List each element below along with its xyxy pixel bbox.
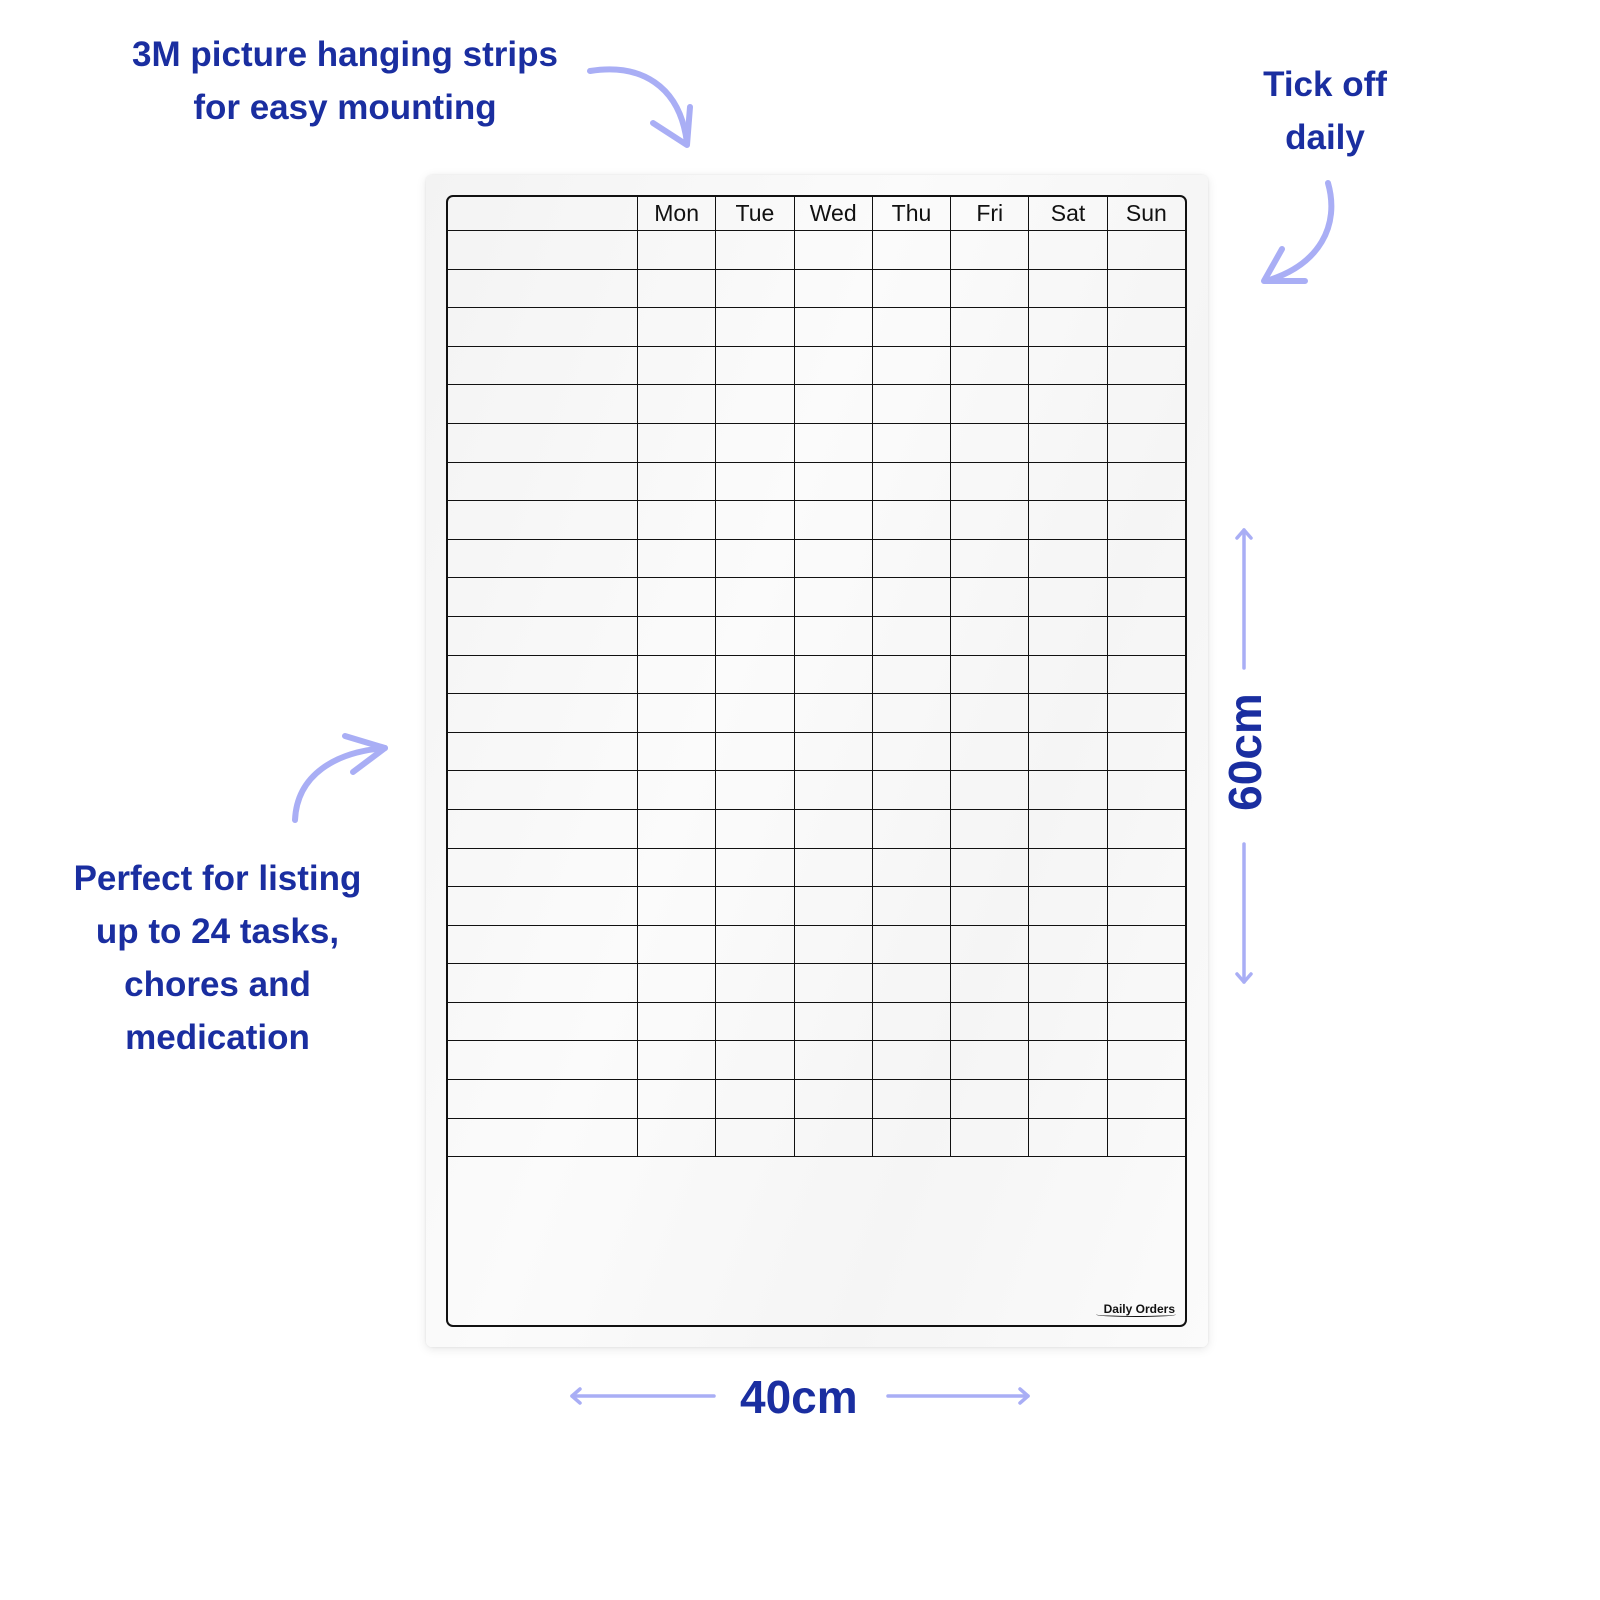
tick-cell-sun[interactable] bbox=[1107, 1080, 1185, 1119]
tick-cell-wed[interactable] bbox=[794, 308, 872, 347]
tick-cell-sat[interactable] bbox=[1029, 501, 1107, 540]
tick-cell-tue[interactable] bbox=[716, 269, 794, 308]
callout-capacity-line4: medication bbox=[125, 1018, 310, 1057]
task-label-cell[interactable] bbox=[448, 694, 638, 733]
tick-cell-sun[interactable] bbox=[1107, 809, 1185, 848]
tick-cell-fri[interactable] bbox=[951, 231, 1029, 270]
tick-cell-fri[interactable] bbox=[951, 539, 1029, 578]
task-label-cell[interactable] bbox=[448, 925, 638, 964]
task-label-cell[interactable] bbox=[448, 346, 638, 385]
tick-cell-sat[interactable] bbox=[1029, 655, 1107, 694]
tick-cell-tue[interactable] bbox=[716, 732, 794, 771]
tick-cell-sat[interactable] bbox=[1029, 539, 1107, 578]
tick-cell-fri[interactable] bbox=[951, 462, 1029, 501]
tick-cell-tue[interactable] bbox=[716, 616, 794, 655]
task-label-cell[interactable] bbox=[448, 578, 638, 617]
tick-cell-fri[interactable] bbox=[951, 1002, 1029, 1041]
tick-cell-mon[interactable] bbox=[638, 501, 716, 540]
callout-capacity-line2: up to 24 tasks, bbox=[95, 912, 340, 951]
tick-cell-sun[interactable] bbox=[1107, 346, 1185, 385]
tick-cell-sat[interactable] bbox=[1029, 1118, 1107, 1157]
tick-cell-thu[interactable] bbox=[872, 308, 950, 347]
tick-cell-wed[interactable] bbox=[794, 964, 872, 1003]
task-label-cell[interactable] bbox=[448, 539, 638, 578]
tick-cell-mon[interactable] bbox=[638, 346, 716, 385]
tick-cell-fri[interactable] bbox=[951, 925, 1029, 964]
task-row bbox=[448, 462, 1186, 501]
header-day-tue: Tue bbox=[716, 197, 794, 231]
task-row bbox=[448, 346, 1186, 385]
tick-cell-fri[interactable] bbox=[951, 578, 1029, 617]
tick-cell-thu[interactable] bbox=[872, 848, 950, 887]
tick-cell-mon[interactable] bbox=[638, 385, 716, 424]
tick-cell-mon[interactable] bbox=[638, 1002, 716, 1041]
task-label-cell[interactable] bbox=[448, 964, 638, 1003]
task-rows bbox=[448, 231, 1186, 1157]
tick-cell-tue[interactable] bbox=[716, 308, 794, 347]
tick-cell-sun[interactable] bbox=[1107, 694, 1185, 733]
task-row bbox=[448, 308, 1186, 347]
task-label-cell[interactable] bbox=[448, 848, 638, 887]
tick-cell-tue[interactable] bbox=[716, 964, 794, 1003]
tick-cell-thu[interactable] bbox=[872, 346, 950, 385]
curved-arrow-up-right-icon bbox=[285, 730, 395, 830]
tick-cell-wed[interactable] bbox=[794, 1002, 872, 1041]
task-row bbox=[448, 1002, 1186, 1041]
tick-cell-thu[interactable] bbox=[872, 655, 950, 694]
tick-cell-sun[interactable] bbox=[1107, 771, 1185, 810]
task-row bbox=[448, 539, 1186, 578]
header-task-column bbox=[448, 197, 638, 231]
task-label-cell[interactable] bbox=[448, 732, 638, 771]
tick-cell-sat[interactable] bbox=[1029, 694, 1107, 733]
tick-cell-wed[interactable] bbox=[794, 346, 872, 385]
tick-cell-fri[interactable] bbox=[951, 423, 1029, 462]
tick-cell-tue[interactable] bbox=[716, 1041, 794, 1080]
tick-cell-sun[interactable] bbox=[1107, 269, 1185, 308]
tick-cell-sun[interactable] bbox=[1107, 1118, 1185, 1157]
header-day-sat: Sat bbox=[1029, 197, 1107, 231]
tick-cell-tue[interactable] bbox=[716, 694, 794, 733]
tick-cell-sun[interactable] bbox=[1107, 848, 1185, 887]
tick-cell-tue[interactable] bbox=[716, 655, 794, 694]
tick-cell-wed[interactable] bbox=[794, 925, 872, 964]
tick-cell-sun[interactable] bbox=[1107, 655, 1185, 694]
tick-cell-wed[interactable] bbox=[794, 423, 872, 462]
tick-cell-sun[interactable] bbox=[1107, 539, 1185, 578]
task-row bbox=[448, 655, 1186, 694]
tick-cell-thu[interactable] bbox=[872, 964, 950, 1003]
header-day-thu: Thu bbox=[872, 197, 950, 231]
task-label-cell[interactable] bbox=[448, 1118, 638, 1157]
tick-cell-wed[interactable] bbox=[794, 578, 872, 617]
tick-cell-fri[interactable] bbox=[951, 1041, 1029, 1080]
tick-cell-sun[interactable] bbox=[1107, 925, 1185, 964]
tick-cell-wed[interactable] bbox=[794, 887, 872, 926]
tick-cell-fri[interactable] bbox=[951, 501, 1029, 540]
task-row bbox=[448, 848, 1186, 887]
tick-cell-mon[interactable] bbox=[638, 732, 716, 771]
tick-cell-thu[interactable] bbox=[872, 1118, 950, 1157]
tick-cell-sat[interactable] bbox=[1029, 848, 1107, 887]
task-label-cell[interactable] bbox=[448, 887, 638, 926]
tick-cell-sun[interactable] bbox=[1107, 616, 1185, 655]
tick-cell-wed[interactable] bbox=[794, 809, 872, 848]
task-label-cell[interactable] bbox=[448, 1002, 638, 1041]
header-day-wed: Wed bbox=[794, 197, 872, 231]
tick-cell-thu[interactable] bbox=[872, 732, 950, 771]
tick-cell-sat[interactable] bbox=[1029, 887, 1107, 926]
tick-cell-fri[interactable] bbox=[951, 346, 1029, 385]
tick-cell-mon[interactable] bbox=[638, 308, 716, 347]
tick-cell-fri[interactable] bbox=[951, 694, 1029, 733]
tick-cell-thu[interactable] bbox=[872, 694, 950, 733]
tick-cell-fri[interactable] bbox=[951, 385, 1029, 424]
curved-arrow-down-icon bbox=[580, 55, 710, 165]
tick-cell-mon[interactable] bbox=[638, 423, 716, 462]
tick-cell-thu[interactable] bbox=[872, 887, 950, 926]
tick-cell-sat[interactable] bbox=[1029, 964, 1107, 1003]
tick-cell-mon[interactable] bbox=[638, 1080, 716, 1119]
task-label-cell[interactable] bbox=[448, 501, 638, 540]
tick-cell-wed[interactable] bbox=[794, 385, 872, 424]
tick-cell-fri[interactable] bbox=[951, 269, 1029, 308]
brand-underline bbox=[1096, 1312, 1176, 1317]
tick-cell-tue[interactable] bbox=[716, 1002, 794, 1041]
tick-cell-mon[interactable] bbox=[638, 539, 716, 578]
tick-cell-wed[interactable] bbox=[794, 848, 872, 887]
tick-cell-wed[interactable] bbox=[794, 694, 872, 733]
task-row bbox=[448, 771, 1186, 810]
task-row bbox=[448, 732, 1186, 771]
tick-cell-sat[interactable] bbox=[1029, 1080, 1107, 1119]
callout-mounting bbox=[95, 28, 595, 134]
task-label-cell[interactable] bbox=[448, 1080, 638, 1119]
task-row bbox=[448, 616, 1186, 655]
tick-cell-fri[interactable] bbox=[951, 848, 1029, 887]
tick-cell-sat[interactable] bbox=[1029, 809, 1107, 848]
tick-cell-tue[interactable] bbox=[716, 231, 794, 270]
tick-cell-mon[interactable] bbox=[638, 925, 716, 964]
tick-cell-fri[interactable] bbox=[951, 732, 1029, 771]
callout-mounting-line1: 3M picture hanging strips bbox=[132, 35, 558, 74]
tick-cell-fri[interactable] bbox=[951, 771, 1029, 810]
tick-cell-sun[interactable] bbox=[1107, 385, 1185, 424]
task-row bbox=[448, 269, 1186, 308]
tick-cell-wed[interactable] bbox=[794, 539, 872, 578]
tick-cell-tue[interactable] bbox=[716, 925, 794, 964]
task-row bbox=[448, 925, 1186, 964]
tick-cell-tue[interactable] bbox=[716, 462, 794, 501]
task-row bbox=[448, 694, 1186, 733]
task-row bbox=[448, 887, 1186, 926]
tick-cell-fri[interactable] bbox=[951, 308, 1029, 347]
tick-cell-thu[interactable] bbox=[872, 1002, 950, 1041]
callout-capacity-line3: chores and bbox=[124, 965, 311, 1004]
header-row bbox=[448, 197, 1186, 231]
tick-cell-mon[interactable] bbox=[638, 616, 716, 655]
tick-cell-mon[interactable] bbox=[638, 694, 716, 733]
planner-grid bbox=[447, 196, 1186, 1157]
tick-cell-wed[interactable] bbox=[794, 269, 872, 308]
tick-cell-tue[interactable] bbox=[716, 578, 794, 617]
tick-cell-mon[interactable] bbox=[638, 655, 716, 694]
tick-cell-thu[interactable] bbox=[872, 501, 950, 540]
tick-cell-wed[interactable] bbox=[794, 462, 872, 501]
callout-tick-off-line1: Tick off bbox=[1263, 65, 1387, 104]
tick-cell-tue[interactable] bbox=[716, 501, 794, 540]
header-day-mon: Mon bbox=[638, 197, 716, 231]
tick-cell-thu[interactable] bbox=[872, 231, 950, 270]
tick-cell-wed[interactable] bbox=[794, 501, 872, 540]
task-label-cell[interactable] bbox=[448, 269, 638, 308]
tick-cell-wed[interactable] bbox=[794, 771, 872, 810]
task-row bbox=[448, 964, 1186, 1003]
tick-cell-fri[interactable] bbox=[951, 616, 1029, 655]
tick-cell-thu[interactable] bbox=[872, 809, 950, 848]
width-arrow-left-icon bbox=[568, 1386, 718, 1406]
tick-cell-sat[interactable] bbox=[1029, 423, 1107, 462]
height-arrow-up-icon bbox=[1234, 526, 1254, 671]
tick-cell-thu[interactable] bbox=[872, 539, 950, 578]
callout-mounting-line2: for easy mounting bbox=[193, 88, 497, 127]
tick-cell-tue[interactable] bbox=[716, 809, 794, 848]
tick-cell-mon[interactable] bbox=[638, 1041, 716, 1080]
tick-cell-fri[interactable] bbox=[951, 809, 1029, 848]
planner-frame bbox=[446, 195, 1187, 1327]
tick-cell-mon[interactable] bbox=[638, 771, 716, 810]
task-label-cell[interactable] bbox=[448, 462, 638, 501]
tick-cell-fri[interactable] bbox=[951, 964, 1029, 1003]
tick-cell-sun[interactable] bbox=[1107, 501, 1185, 540]
tick-cell-thu[interactable] bbox=[872, 616, 950, 655]
brand-logo: Daily Orders bbox=[1103, 1302, 1175, 1316]
tick-cell-mon[interactable] bbox=[638, 848, 716, 887]
curved-arrow-down-left-icon bbox=[1250, 175, 1350, 295]
tick-cell-wed[interactable] bbox=[794, 1080, 872, 1119]
tick-cell-mon[interactable] bbox=[638, 462, 716, 501]
tick-cell-tue[interactable] bbox=[716, 346, 794, 385]
tick-cell-tue[interactable] bbox=[716, 385, 794, 424]
tick-cell-sun[interactable] bbox=[1107, 308, 1185, 347]
tick-cell-sat[interactable] bbox=[1029, 771, 1107, 810]
height-dimension-label: 60cm bbox=[1219, 693, 1271, 811]
tick-cell-sun[interactable] bbox=[1107, 462, 1185, 501]
tick-cell-tue[interactable] bbox=[716, 423, 794, 462]
task-label-cell[interactable] bbox=[448, 616, 638, 655]
task-row bbox=[448, 578, 1186, 617]
task-row bbox=[448, 1118, 1186, 1157]
tick-cell-wed[interactable] bbox=[794, 616, 872, 655]
tick-cell-tue[interactable] bbox=[716, 539, 794, 578]
task-label-cell[interactable] bbox=[448, 231, 638, 270]
tick-cell-mon[interactable] bbox=[638, 887, 716, 926]
tick-cell-wed[interactable] bbox=[794, 1118, 872, 1157]
header-day-sun: Sun bbox=[1107, 197, 1185, 231]
tick-cell-sun[interactable] bbox=[1107, 964, 1185, 1003]
tick-cell-sun[interactable] bbox=[1107, 231, 1185, 270]
tick-cell-sat[interactable] bbox=[1029, 231, 1107, 270]
tick-cell-fri[interactable] bbox=[951, 1118, 1029, 1157]
tick-cell-sat[interactable] bbox=[1029, 578, 1107, 617]
tick-cell-thu[interactable] bbox=[872, 925, 950, 964]
callout-tick-off bbox=[1225, 58, 1425, 164]
tick-cell-sat[interactable] bbox=[1029, 346, 1107, 385]
task-row bbox=[448, 1041, 1186, 1080]
tick-cell-mon[interactable] bbox=[638, 231, 716, 270]
width-dimension-label: 40cm bbox=[740, 1371, 858, 1423]
tick-cell-sat[interactable] bbox=[1029, 1041, 1107, 1080]
tick-cell-sun[interactable] bbox=[1107, 732, 1185, 771]
task-row bbox=[448, 385, 1186, 424]
tick-cell-sat[interactable] bbox=[1029, 385, 1107, 424]
task-row bbox=[448, 809, 1186, 848]
tick-cell-wed[interactable] bbox=[794, 732, 872, 771]
tick-cell-thu[interactable] bbox=[872, 1041, 950, 1080]
tick-cell-thu[interactable] bbox=[872, 578, 950, 617]
tick-cell-sat[interactable] bbox=[1029, 1002, 1107, 1041]
header-day-fri: Fri bbox=[951, 197, 1029, 231]
task-label-cell[interactable] bbox=[448, 655, 638, 694]
task-label-cell[interactable] bbox=[448, 308, 638, 347]
tick-cell-sat[interactable] bbox=[1029, 616, 1107, 655]
tick-cell-mon[interactable] bbox=[638, 1118, 716, 1157]
width-arrow-right-icon bbox=[884, 1386, 1034, 1406]
callout-tick-off-line2: daily bbox=[1285, 118, 1365, 157]
tick-cell-sat[interactable] bbox=[1029, 462, 1107, 501]
task-row bbox=[448, 501, 1186, 540]
tick-cell-sat[interactable] bbox=[1029, 308, 1107, 347]
tick-cell-tue[interactable] bbox=[716, 1118, 794, 1157]
tick-cell-wed[interactable] bbox=[794, 655, 872, 694]
tick-cell-sat[interactable] bbox=[1029, 269, 1107, 308]
tick-cell-sun[interactable] bbox=[1107, 578, 1185, 617]
tick-cell-thu[interactable] bbox=[872, 462, 950, 501]
tick-cell-sun[interactable] bbox=[1107, 1002, 1185, 1041]
tick-cell-sun[interactable] bbox=[1107, 1041, 1185, 1080]
callout-capacity-line1: Perfect for listing bbox=[73, 859, 362, 898]
tick-cell-sat[interactable] bbox=[1029, 732, 1107, 771]
tick-cell-thu[interactable] bbox=[872, 385, 950, 424]
callout-capacity bbox=[45, 852, 390, 1064]
tick-cell-fri[interactable] bbox=[951, 1080, 1029, 1119]
tick-cell-thu[interactable] bbox=[872, 1080, 950, 1119]
task-label-cell[interactable] bbox=[448, 423, 638, 462]
tick-cell-sun[interactable] bbox=[1107, 423, 1185, 462]
tick-cell-fri[interactable] bbox=[951, 655, 1029, 694]
tick-cell-thu[interactable] bbox=[872, 423, 950, 462]
tick-cell-mon[interactable] bbox=[638, 964, 716, 1003]
whiteboard-planner bbox=[426, 175, 1208, 1347]
task-label-cell[interactable] bbox=[448, 385, 638, 424]
task-row bbox=[448, 423, 1186, 462]
tick-cell-thu[interactable] bbox=[872, 771, 950, 810]
tick-cell-tue[interactable] bbox=[716, 848, 794, 887]
tick-cell-tue[interactable] bbox=[716, 771, 794, 810]
tick-cell-fri[interactable] bbox=[951, 887, 1029, 926]
task-label-cell[interactable] bbox=[448, 809, 638, 848]
task-row bbox=[448, 231, 1186, 270]
tick-cell-sun[interactable] bbox=[1107, 887, 1185, 926]
tick-cell-mon[interactable] bbox=[638, 578, 716, 617]
tick-cell-tue[interactable] bbox=[716, 887, 794, 926]
task-label-cell[interactable] bbox=[448, 1041, 638, 1080]
tick-cell-mon[interactable] bbox=[638, 269, 716, 308]
tick-cell-thu[interactable] bbox=[872, 269, 950, 308]
tick-cell-wed[interactable] bbox=[794, 231, 872, 270]
task-label-cell[interactable] bbox=[448, 771, 638, 810]
tick-cell-mon[interactable] bbox=[638, 809, 716, 848]
task-row bbox=[448, 1080, 1186, 1119]
tick-cell-tue[interactable] bbox=[716, 1080, 794, 1119]
tick-cell-wed[interactable] bbox=[794, 1041, 872, 1080]
tick-cell-sat[interactable] bbox=[1029, 925, 1107, 964]
height-arrow-down-icon bbox=[1234, 840, 1254, 988]
